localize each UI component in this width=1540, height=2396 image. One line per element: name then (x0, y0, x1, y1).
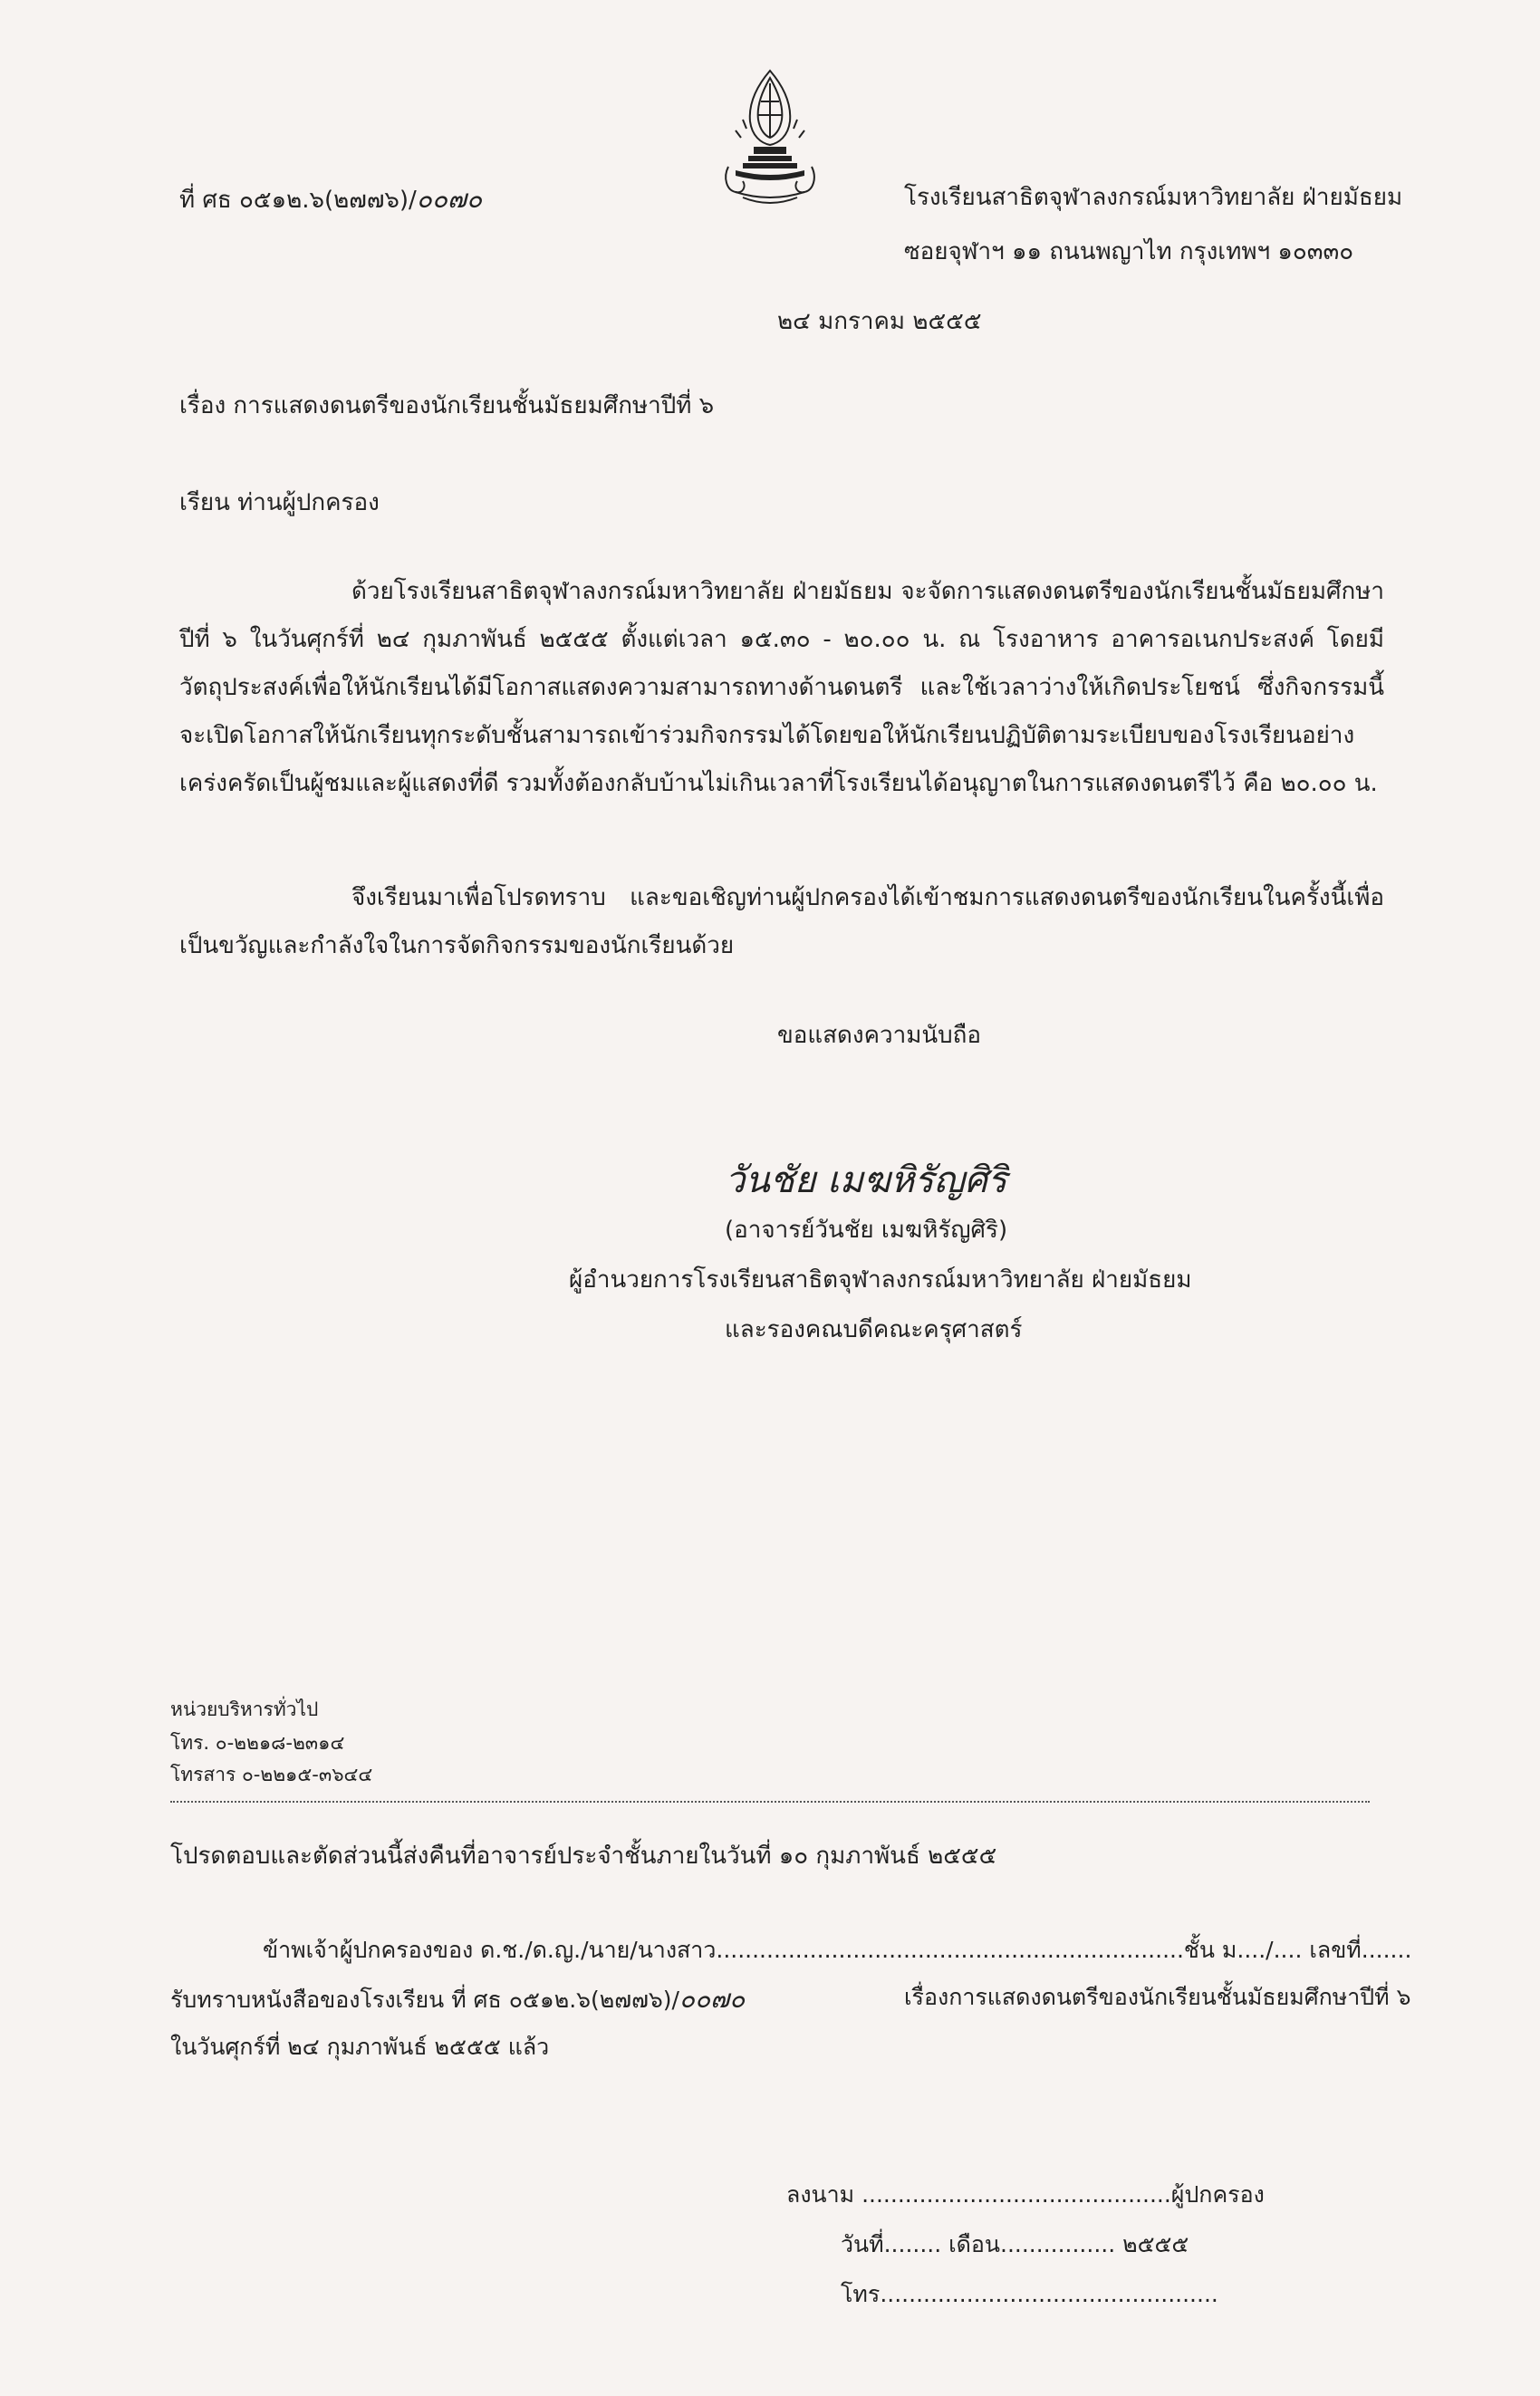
closing-phrase: ขอแสดงความนับถือ (777, 1022, 981, 1049)
school-address-line1: โรงเรียนสาธิตจุฬาลงกรณ์มหาวิทยาลัย ฝ่ายมัธยม (904, 184, 1403, 211)
letter-date: ๒๔ มกราคม ๒๕๕๕ (777, 308, 982, 335)
reply-instruction: โปรดตอบและตัดส่วนนี้ส่งคืนที่อาจารย์ประจำชั้นภายในวันที่ ๑๐ กุมภาพันธ์ ๒๕๕๕ (170, 1843, 997, 1870)
reference-number (179, 184, 482, 215)
reply-subject: เรื่องการแสดงดนตรีของนักเรียนชั้นมัธยมศึกษาปีที่ ๖ (904, 1984, 1411, 2010)
reply-date-line: ในวันศุกร์ที่ ๒๔ กุมภาพันธ์ ๒๕๕๕ แล้ว (170, 2034, 550, 2060)
school-emblem-icon (716, 65, 824, 208)
reply-date-field: วันที่........ เดือน................ ๒๕๕๕ (841, 2231, 1189, 2257)
reference-prefix: ที่ ศธ ๐๕๑๒.๖(๒๗๗๖)/ (179, 187, 417, 214)
signer-name: (อาจารย์วันชัย เมฆหิรัญศิริ) (725, 1217, 1008, 1244)
body-paragraph-1: ด้วยโรงเรียนสาธิตจุฬาลงกรณ์มหาวิทยาลัย ฝ่ายมัธยม จะจัดการแสดงดนตรีของนักเรียนชั้นมัธยมศึกษาปีที่ ๖ ในวันศุกร์ที่ ๒๔ กุมภาพันธ์ ๒๕๕๕ ตั้งแต่เวลา ๑๕.๓๐ - ๒๐.๐๐ น. ณ โรงอาหาร อาคารอเนกประสงค์ โดยมีวัตถุประสงค์เพื่อให้นักเรียนได้มีโอกาสแสดงความสามารถทางด้านดนตรี และใช้เวลาว่างให้เกิดประโยชน์ ซึ่งกิจกรรมนี้จะเปิดโอกาสให้นักเรียนทุกระดับชั้นสามารถเข้าร่วมกิจกรรมได้โดยขอให้นักเรียนปฏิบัติตามระเบียบของโรงเรียนอย่างเคร่งครัดเป็นผู้ชมและผู้แสดงที่ดี รวมทั้งต้องกลับบ้านไม่เกินเวลาที่โรงเรียนได้อนุญาตในการแสดงดนตรีไว้ คือ ๒๐.๐๐ น. (179, 578, 1384, 797)
school-address-line2: ซอยจุฬาฯ ๑๑ ถนนพญาไท กรุงเทพฯ ๑๐๓๓๐ (904, 238, 1354, 265)
contact-unit: หน่วยบริหารทั่วไป (170, 1698, 319, 1720)
cut-line-divider (170, 1801, 1370, 1803)
letter-salutation: เรียน ท่านผู้ปกครอง (179, 489, 380, 516)
contact-phone: โทร. ๐-๒๒๑๘-๒๓๑๔ (170, 1732, 345, 1754)
reply-ref-handwritten: ๐๐๗๐ (679, 1984, 746, 2014)
signer-position-1: ผู้อำนวยการโรงเรียนสาธิตจุฬาลงกรณ์มหาวิทยาลัย ฝ่ายมัธยม (569, 1266, 1192, 1294)
handwritten-signature: วันชัย เมฆหิรัญศิริ (725, 1160, 1007, 1201)
body-paragraph-2: จึงเรียนมาเพื่อโปรดทราบ และขอเชิญท่านผู้ปกครองได้เข้าชมการแสดงดนตรีของนักเรียนในครั้งนี้เพื่อเป็นขวัญและกำลังใจในการจัดกิจกรรมของนักเรียนด้วย (179, 884, 1384, 959)
reply-phone-field: โทร............................................... (841, 2281, 1218, 2307)
letter-subject: เรื่อง การแสดงดนตรีของนักเรียนชั้นมัธยมศึกษาปีที่ ๖ (179, 392, 715, 419)
reply-acknowledge-line (170, 1984, 745, 2015)
reply-ref-prefix: รับทราบหนังสือของโรงเรียน ที่ ศธ ๐๕๑๒.๖(๒๗๗๖)/ (170, 1987, 679, 2013)
reply-guardian-line: ข้าพเจ้าผู้ปกครองของ ด.ช./ด.ญ./นาย/นางสาว.................................................................ชั้น ม..../.... เลขที่....... (263, 1937, 1412, 1963)
reference-handwritten: ๐๐๗๐ (416, 184, 483, 214)
reply-sign-field: ลงนาม ...........................................ผู้ปกครอง (786, 2181, 1265, 2208)
signer-position-2: และรองคณบดีคณะครุศาสตร์ (725, 1316, 1023, 1343)
contact-fax: โทรสาร ๐-๒๒๑๕-๓๖๔๔ (170, 1764, 373, 1785)
